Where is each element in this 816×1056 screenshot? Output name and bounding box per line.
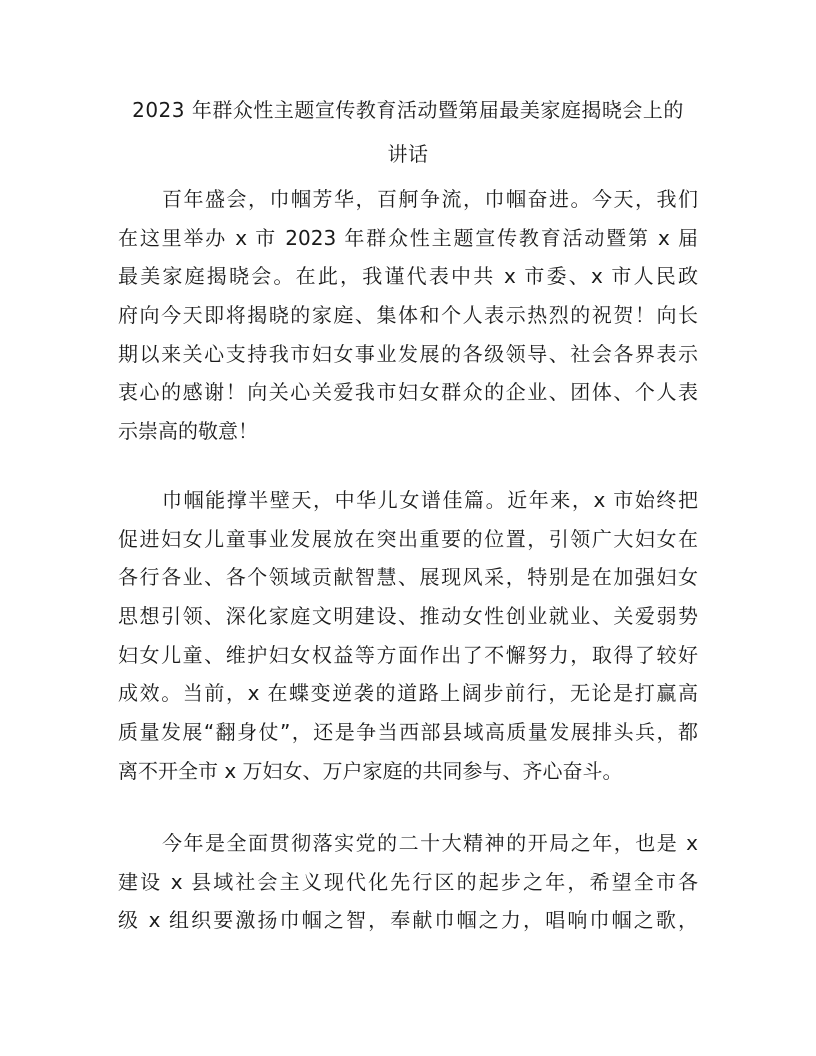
paragraph-line: 衷心的感谢！向关心关爱我市妇女群众的企业、团体、个人表 [118, 380, 698, 405]
paragraph-line: 级 x 组织要激扬巾帼之智，奉献巾帼之力，唱响巾帼之歌， [118, 908, 698, 933]
document-title-line-1: 2023 年群众性主题宣传教育活动暨第届最美家庭揭晓会上的 [132, 98, 684, 122]
paragraph-line: 示崇高的敬意！ [118, 419, 258, 444]
paragraph-line: 建设 x 县域社会主义现代化先行区的起步之年，希望全市各 [118, 869, 698, 894]
paragraph-line: 今年是全面贯彻落实党的二十大精神的开局之年，也是 x [162, 831, 698, 855]
paragraph-line: 最美家庭揭晓会。在此，我谨代表中共 x 市委、x 市人民政 [118, 264, 698, 289]
paragraph-line: 思想引领、深化家庭文明建设、推动女性创业就业、关爱弱势 [118, 604, 698, 629]
paragraph-2 [118, 481, 698, 791]
paragraph-line: 在这里举办 x 市 2023 年群众性主题宣传教育活动暨第 x 届 [118, 225, 698, 250]
paragraph-line: 成效。当前，x 在蝶变逆袭的道路上阔步前行，无论是打赢高 [118, 681, 698, 706]
paragraph-3 [118, 824, 698, 940]
paragraph-1 [118, 180, 698, 451]
paragraph-line: 府向今天即将揭晓的家庭、集体和个人表示热烈的祝贺！向长 [118, 303, 698, 328]
paragraph-line: 妇女儿童、维护妇女权益等方面作出了不懈努力，取得了较好 [118, 642, 698, 667]
paragraph-line: 各行各业、各个领域贡献智慧、展现风采，特别是在加强妇女 [118, 565, 698, 590]
document-title-line-2: 讲话 [387, 142, 429, 166]
paragraph-line: 巾帼能撑半壁天，中华儿女谱佳篇。近年来，x 市始终把 [162, 488, 698, 512]
paragraph-line: 离不开全市 x 万妇女、万户家庭的共同参与、齐心奋斗。 [118, 758, 623, 783]
paragraph-line: 百年盛会，巾帼芳华，百舸争流，巾帼奋进。今天，我们 [162, 187, 698, 211]
paragraph-line: 促进妇女儿童事业发展放在突出重要的位置，引领广大妇女在 [118, 526, 698, 551]
paragraph-line: 质量发展“翻身仗”，还是争当西部县域高质量发展排头兵，都 [118, 720, 698, 745]
paragraph-line: 期以来关心支持我市妇女事业发展的各级领导、社会各界表示 [118, 341, 698, 366]
